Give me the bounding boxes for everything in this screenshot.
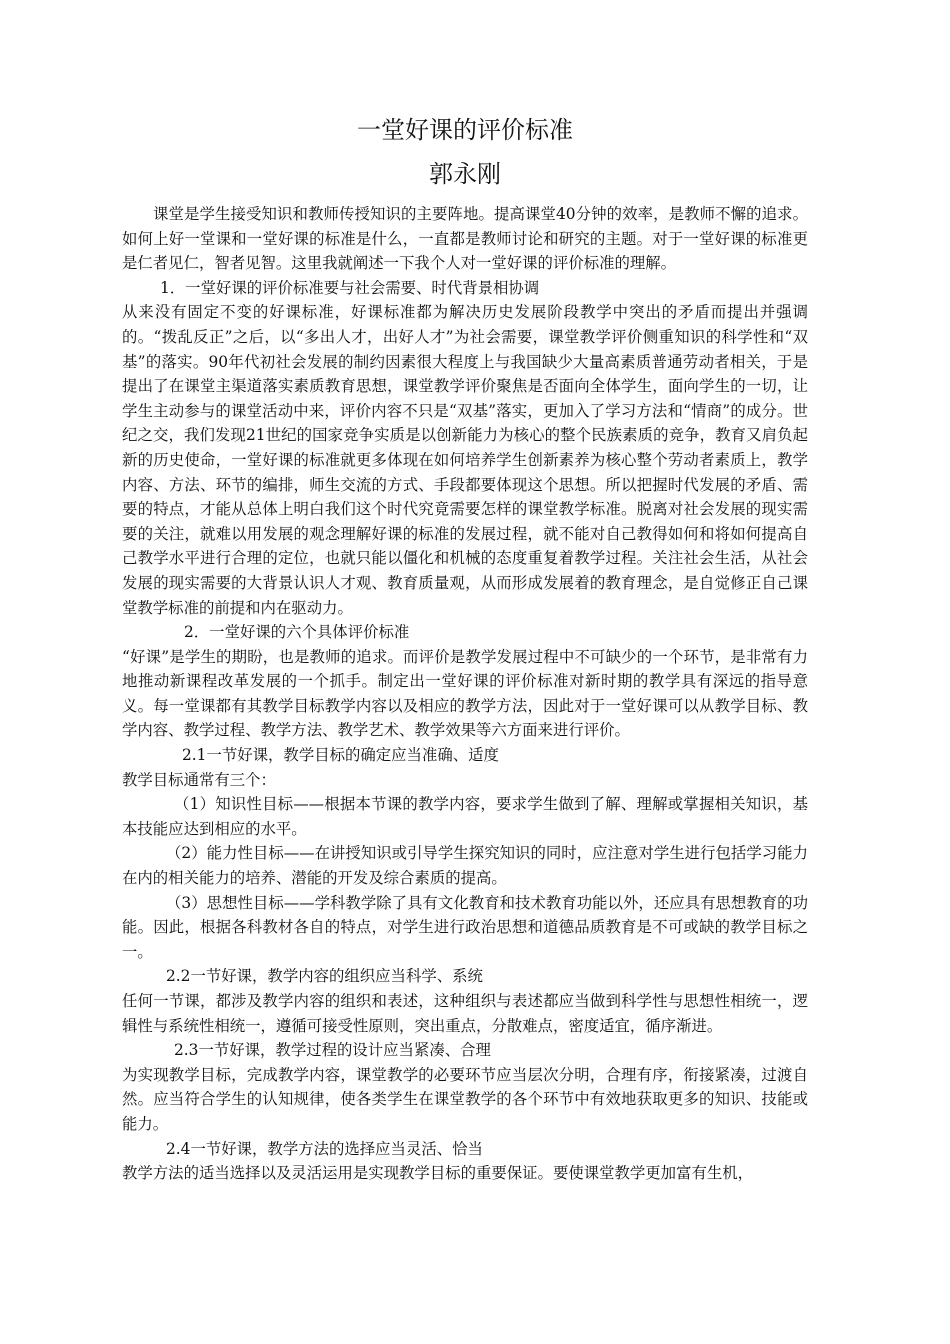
section-heading-1: 1．一堂好课的评价标准要与社会需要、时代背景相协调 — [160, 278, 540, 297]
subsection-2-1-intro: 教学目标通常有三个： — [122, 770, 276, 789]
goal-item-knowledge: （1）知识性目标——根据本节课的教学内容，要求学生做到了解、理解或掌握相关知识，基本技能应达到相应的水平。 — [122, 795, 808, 838]
document-title: 一堂好课的评价标准 — [357, 116, 573, 144]
goal-item-thought: （3）思想性目标——学科教学除了具有文化教育和技术教育功能以外，还应具有思想教育的功能。因此，根据各科教材各自的特点，对学生进行政治思想和道德品质教育是不可或缺的教学目标之一。 — [122, 893, 808, 961]
document-page — [122, 108, 808, 1186]
document-author: 郭永刚 — [429, 160, 501, 188]
subsection-2-3-body: 为实现教学目标，完成教学内容，课堂教学的必要环节应当层次分明，合理有序，衔接紧凑，过渡自然。应当符合学生的认知规律，使各类学生在课堂教学的各个环节中有效地获取更多的知识、技能或能力。 — [122, 1065, 808, 1133]
section-heading-2: 2．一堂好课的六个具体评价标准 — [184, 623, 410, 642]
subsection-heading-2-1: 2.1一节好课，教学目标的确定应当准确、适度 — [182, 746, 499, 765]
section-2-body: “好课”是学生的期盼，也是教师的追求。而评价是教学发展过程中不可缺少的一个环节，是非常有力地推动新课程改革发展的一个抓手。制定出一堂好课的评价标准对新时期的教学具有深远的指导意义。每一堂课都有其教学目标教学内容以及相应的教学方法，因此对于一堂好课可以从教学目标、教学内容、教学过程、教学方法、教学艺术、教学效果等六方面来进行评价。 — [122, 647, 808, 740]
section-1-body: 从来没有固定不变的好课标准，好课标准都为解决历史发展阶段教学中突出的矛盾而提出并强调的。“拨乱反正”之后，以“多出人才，出好人才”为社会需要，课堂教学评价侧重知识的科学性和“双基”的落实。90年代初社会发展的制约因素很大程度上与我国缺少大量高素质普通劳动者相关，于是提出了在课堂主渠道落实素质教育思想，课堂教学评价聚焦是否面向全体学生，面向学生的一切，让学生主动参与的课堂活动中来，评价内容不只是“双基”落实，更加入了学习方法和“情商”的成分。世纪之交，我们发现21世纪的国家竞争实质是以创新能力为核心的整个民族素质的竞争，教育又肩负起新的历史使命，一堂好课的标准就更多体现在如何培养学生创新素养为核心整个劳动者素质上，教学内容、方法、环节的编排，师生交流的方式、手段都要体现这个思想。所以把握时代发展的矛盾、需要的特点，才能从总体上明白我们这个时代究竟需要怎样的课堂教学标准。脱离对社会发展的现实需要的关注，就难以用发展的观念理解好课的标准的发展过程，就不能对自己教得如何和将如何提高自己教学水平进行合理的定位，也就只能以僵化和机械的态度重复着教学过程。关注社会生活，从社会发展的现实需要的大背景认识人才观、教育质量观，从而形成发展着的教育理念，是自觉修正自己课堂教学标准的前提和内在驱动力。 — [122, 303, 808, 617]
goal-item-ability: （2）能力性目标——在讲授知识或引导学生探究知识的同时，应注意对学生进行包括学习能力在内的相关能力的培养、潜能的开发及综合素质的提高。 — [122, 844, 808, 888]
subsection-heading-2-3: 2.3一节好课，教学过程的设计应当紧凑、合理 — [174, 1041, 491, 1060]
subsection-heading-2-4: 2.4一节好课，教学方法的选择应当灵活、恰当 — [166, 1139, 483, 1158]
subsection-2-4-body: 教学方法的适当选择以及灵活运用是实现教学目标的重要保证。要使课堂教学更加富有生机， — [122, 1164, 754, 1183]
subsection-2-2-body: 任何一节课，都涉及教学内容的组织和表述，这种组织与表述都应当做到科学性与思想性相统一，逻辑性与系统性相统一，遵循可接受性原则，突出重点，分散难点，密度适宜，循序渐进。 — [122, 992, 808, 1035]
intro-paragraph: 课堂是学生接受知识和教师传授知识的主要阵地。提高课堂40分钟的效率，是教师不懈的追求。如何上好一堂课和一堂好课的标准是什么，一直都是教师讨论和研究的主题。对于一堂好课的标准更是仁者见仁，智者见智。这里我就阐述一下我个人对一堂好课的评价标准的理解。 — [122, 205, 808, 273]
subsection-heading-2-2: 2.2一节好课，教学内容的组织应当科学、系统 — [166, 967, 483, 986]
